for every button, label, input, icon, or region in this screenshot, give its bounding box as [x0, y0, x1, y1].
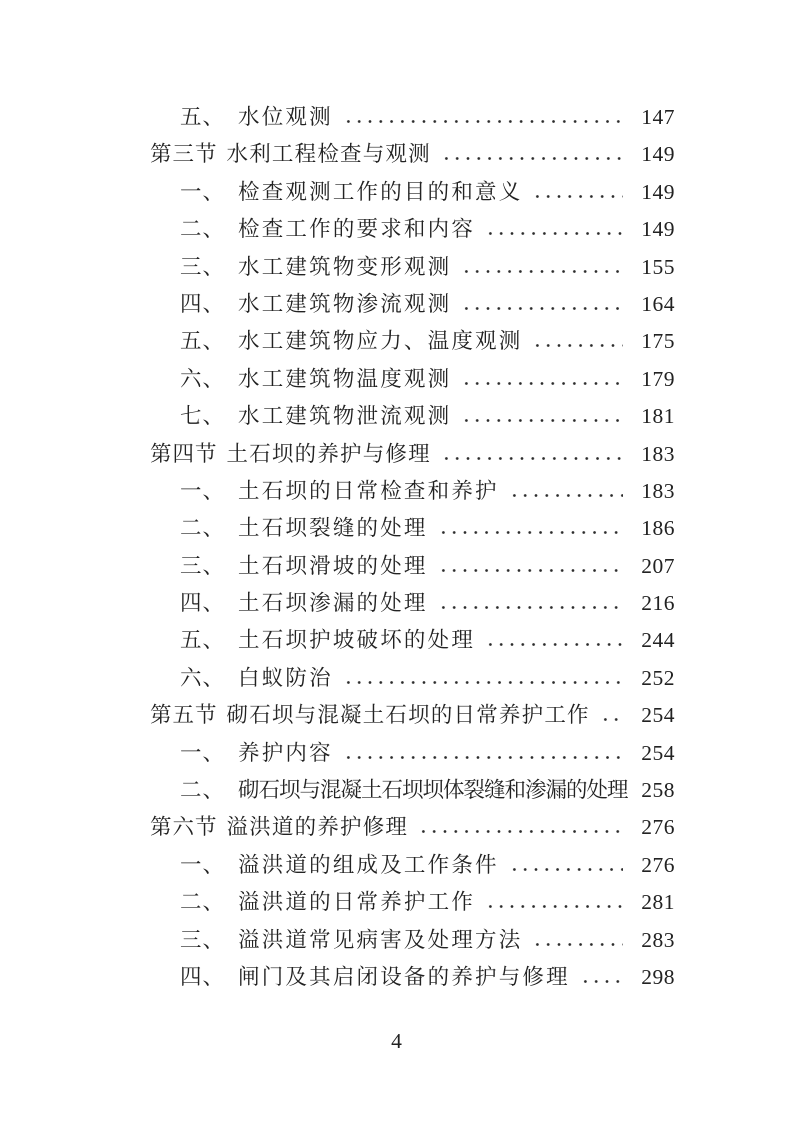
toc-entry — [150, 548, 675, 585]
toc-entry — [150, 622, 675, 659]
page-footer — [0, 1029, 793, 1053]
toc-entry — [150, 211, 675, 248]
dot-leader — [532, 942, 623, 947]
toc-entry — [150, 136, 675, 173]
toc-entry-label: 六、 — [180, 366, 226, 391]
toc-entry — [150, 772, 675, 809]
toc-entry-page: 155 — [641, 254, 675, 279]
toc-entry — [150, 735, 675, 772]
toc-entry-page: 216 — [641, 591, 675, 616]
toc-entry-page: 244 — [641, 628, 675, 653]
toc-entry-page: 149 — [641, 179, 675, 204]
toc-entry — [150, 884, 675, 921]
toc-entry-title: 土石坝裂缝的处理 — [238, 516, 428, 541]
toc-entry-title: 土石坝的养护与修理 — [226, 441, 431, 466]
toc-entry-title: 土石坝的日常检查和养护 — [238, 478, 499, 503]
toc-entry-title: 溢洪道的养护修理 — [226, 815, 409, 840]
dot-leader — [532, 194, 623, 199]
dot-leader — [631, 792, 634, 797]
toc-entry — [150, 174, 675, 211]
toc-entry-title: 养护内容 — [238, 740, 333, 765]
toc-entry-label: 一、 — [180, 852, 226, 877]
toc-entry — [150, 697, 675, 734]
dot-leader — [600, 717, 623, 722]
toc-entry-label: 一、 — [180, 478, 226, 503]
toc-entry-page: 281 — [641, 890, 675, 915]
toc-entry-label: 二、 — [180, 890, 226, 915]
dot-leader — [438, 568, 623, 573]
toc-entry-page: 147 — [641, 105, 675, 129]
toc-entry-title: 土石坝渗漏的处理 — [238, 591, 428, 616]
toc-entry-label: 三、 — [180, 927, 226, 952]
toc-entry-page: 254 — [641, 703, 675, 728]
toc-entry — [150, 473, 675, 510]
toc-entry — [150, 99, 675, 136]
toc-entry — [150, 959, 675, 996]
dot-leader — [485, 904, 623, 909]
toc-entry-page: 252 — [641, 665, 675, 690]
toc-entry-page: 276 — [641, 815, 675, 840]
toc-entry-label: 三、 — [180, 553, 226, 578]
toc-entry-page: 186 — [641, 516, 675, 541]
dot-leader — [438, 605, 623, 610]
toc-entry-label: 一、 — [180, 740, 226, 765]
toc-entry-label: 七、 — [180, 404, 226, 429]
toc-entry — [150, 436, 675, 473]
toc — [150, 99, 675, 996]
toc-entry-label: 二、 — [180, 516, 226, 541]
dot-leader — [509, 867, 623, 872]
toc-entry-page: 149 — [641, 217, 675, 242]
toc-entry-title: 水工建筑物泄流观测 — [238, 404, 452, 429]
toc-entry-page: 149 — [641, 142, 675, 167]
toc-entry-label: 第五节 — [150, 703, 218, 728]
footer-page-number: 4 — [391, 1029, 402, 1053]
toc-entry-title: 砌石坝与混凝土石坝坝体裂缝和渗漏的处理 — [238, 778, 628, 803]
toc-entry-page: 183 — [641, 478, 675, 503]
dot-leader — [343, 680, 623, 685]
toc-entry-label: 五、 — [180, 628, 226, 653]
toc-entry — [150, 660, 675, 697]
toc-entry-label: 三、 — [180, 254, 226, 279]
dot-leader — [532, 343, 623, 348]
toc-entry-page: 254 — [641, 740, 675, 765]
toc-entry-title: 水工建筑物变形观测 — [238, 254, 452, 279]
toc-entry-label: 第六节 — [150, 815, 218, 840]
toc-entry-title: 白蚁防治 — [238, 665, 333, 690]
toc-entry-page: 164 — [641, 291, 675, 316]
dot-leader — [343, 755, 623, 760]
toc-entry — [150, 361, 675, 398]
toc-entry-label: 第四节 — [150, 441, 218, 466]
toc-entry-title: 闸门及其启闭设备的养护与修理 — [238, 964, 570, 989]
toc-entry-title: 砌石坝与混凝土石坝的日常养护工作 — [226, 703, 590, 728]
toc-entry-title: 检查观测工作的目的和意义 — [238, 179, 523, 204]
toc-entry — [150, 510, 675, 547]
toc-entry-title: 水位观测 — [238, 105, 333, 129]
toc-entry-page: 207 — [641, 553, 675, 578]
dot-leader — [509, 493, 623, 498]
toc-entry-label: 四、 — [180, 964, 226, 989]
toc-entry-label: 四、 — [180, 291, 226, 316]
dot-leader — [461, 306, 623, 311]
toc-entry — [150, 323, 675, 360]
toc-entry — [150, 286, 675, 323]
dot-leader — [461, 381, 623, 386]
toc-entry-title: 水工建筑物温度观测 — [238, 366, 452, 391]
toc-entry-title: 溢洪道常见病害及处理方法 — [238, 927, 523, 952]
toc-entry — [150, 398, 675, 435]
toc-entry-page: 276 — [641, 852, 675, 877]
toc-entry-title: 土石坝护坡破坏的处理 — [238, 628, 476, 653]
toc-entry — [150, 249, 675, 286]
toc-entry-page: 179 — [641, 366, 675, 391]
dot-leader — [461, 269, 623, 274]
toc-entry — [150, 847, 675, 884]
toc-entry-title: 水利工程检查与观测 — [226, 142, 431, 167]
toc-entry — [150, 585, 675, 622]
toc-entry-title: 检查工作的要求和内容 — [238, 217, 476, 242]
dot-leader — [580, 979, 623, 984]
toc-entry-page: 181 — [641, 404, 675, 429]
toc-entry-page: 258 — [641, 778, 675, 803]
dot-leader — [418, 829, 623, 834]
toc-entry-label: 二、 — [180, 217, 226, 242]
toc-entry-title: 水工建筑物应力、温度观测 — [238, 329, 523, 354]
toc-entry-title: 土石坝滑坡的处理 — [238, 553, 428, 578]
dot-leader — [343, 119, 623, 124]
toc-entry-label: 第三节 — [150, 142, 218, 167]
toc-entry-page: 283 — [641, 927, 675, 952]
toc-entry-page: 183 — [641, 441, 675, 466]
dot-leader — [485, 231, 623, 236]
toc-entry-page: 298 — [641, 964, 675, 989]
toc-entry — [150, 809, 675, 846]
toc-entry-label: 一、 — [180, 179, 226, 204]
toc-entry-title: 水工建筑物渗流观测 — [238, 291, 452, 316]
dot-leader — [461, 418, 623, 423]
toc-entry-label: 五、 — [180, 105, 226, 129]
dot-leader — [441, 456, 623, 461]
toc-entry-page: 175 — [641, 329, 675, 354]
toc-entry-title: 溢洪道的日常养护工作 — [238, 890, 476, 915]
toc-entry-label: 五、 — [180, 329, 226, 354]
dot-leader — [485, 642, 623, 647]
toc-entry-label: 四、 — [180, 591, 226, 616]
toc-entry-label: 二、 — [180, 778, 226, 803]
dot-leader — [438, 530, 623, 535]
dot-leader — [441, 156, 623, 161]
toc-entry-title: 溢洪道的组成及工作条件 — [238, 852, 499, 877]
toc-entry-label: 六、 — [180, 665, 226, 690]
toc-entry — [150, 922, 675, 959]
